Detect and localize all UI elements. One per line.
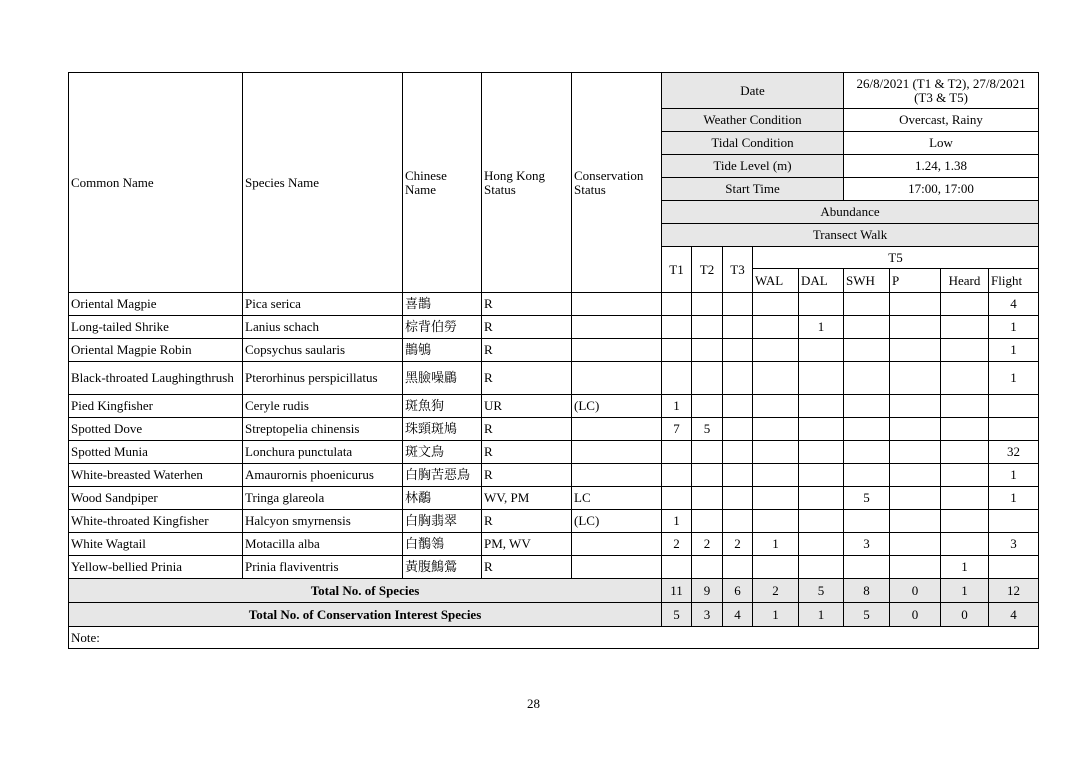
cell-wal [753,487,799,510]
cell-p [890,487,941,510]
cell-chinese: 棕背伯勞 [403,316,482,339]
cell-common: White-throated Kingfisher [69,510,243,533]
cell-t2 [692,293,723,316]
cell-t3 [723,556,753,579]
cell-swh [844,339,890,362]
cell-dal [799,293,844,316]
cell-chinese: 白胸苦惡鳥 [403,464,482,487]
cell-t3 [723,395,753,418]
cell-t2 [692,487,723,510]
cell-dal [799,556,844,579]
tidal-label: Tidal Condition [662,132,844,155]
cell-hk: R [482,339,572,362]
cell-flight: 1 [989,464,1039,487]
total-flight: 12 [989,579,1039,603]
cell-t2: 5 [692,418,723,441]
cell-cons [572,464,662,487]
cell-flight: 1 [989,316,1039,339]
header-conservation-status: Conservation Status [572,73,662,293]
table-row [69,556,1039,579]
table-row [69,487,1039,510]
cell-t1: 1 [662,395,692,418]
cell-swh [844,441,890,464]
cell-t3 [723,510,753,533]
total-heard: 0 [941,603,989,627]
cell-dal [799,339,844,362]
cell-swh [844,362,890,395]
cell-common: Spotted Munia [69,441,243,464]
cell-dal [799,395,844,418]
cell-swh [844,293,890,316]
total-flight: 4 [989,603,1039,627]
total-dal: 1 [799,603,844,627]
cell-t1 [662,362,692,395]
cell-p [890,316,941,339]
cell-t3 [723,418,753,441]
cell-p [890,418,941,441]
cell-p [890,395,941,418]
cell-cons: (LC) [572,510,662,533]
cell-p [890,556,941,579]
cell-common: Black-throated Laughingthrush [69,362,243,395]
cell-t2 [692,464,723,487]
total-wal: 1 [753,603,799,627]
header-t3: T3 [723,247,753,293]
table-row [69,510,1039,533]
total-t2: 9 [692,579,723,603]
cell-wal [753,418,799,441]
cell-heard: 1 [941,556,989,579]
transect-walk-header: Transect Walk [662,224,1039,247]
cell-t1 [662,487,692,510]
cell-species: Halcyon smyrnensis [243,510,403,533]
cell-hk: R [482,556,572,579]
cell-common: Yellow-bellied Prinia [69,556,243,579]
header-species-name: Species Name [243,73,403,293]
total-label: Total No. of Species [69,579,662,603]
header-chinese-name: Chinese Name [403,73,482,293]
table-row [69,533,1039,556]
cell-t2: 2 [692,533,723,556]
cell-species: Lanius schach [243,316,403,339]
cell-swh [844,556,890,579]
header-flight: Flight [989,269,1039,293]
table-row [69,362,1039,395]
cell-t1 [662,441,692,464]
cell-p [890,362,941,395]
cell-species: Streptopelia chinensis [243,418,403,441]
header-wal: WAL [753,269,799,293]
cell-species: Prinia flaviventris [243,556,403,579]
cell-p [890,339,941,362]
cell-chinese: 林鷸 [403,487,482,510]
cell-dal: 1 [799,316,844,339]
cell-species: Pica serica [243,293,403,316]
cell-t2 [692,510,723,533]
cell-p [890,510,941,533]
cell-common: White Wagtail [69,533,243,556]
cell-heard [941,293,989,316]
cell-t3 [723,339,753,362]
cell-t3 [723,441,753,464]
total-swh: 8 [844,579,890,603]
cell-t3 [723,464,753,487]
cell-swh [844,395,890,418]
cell-flight: 32 [989,441,1039,464]
total-conservation-row [69,603,1039,627]
cell-flight [989,510,1039,533]
cell-cons [572,339,662,362]
cell-common: Wood Sandpiper [69,487,243,510]
cell-t2 [692,316,723,339]
cell-heard [941,339,989,362]
total-species-row [69,579,1039,603]
cell-cons [572,362,662,395]
cell-swh [844,510,890,533]
cell-flight: 1 [989,362,1039,395]
cell-dal [799,533,844,556]
table-row [69,464,1039,487]
tide-level-label: Tide Level (m) [662,155,844,178]
header-dal: DAL [799,269,844,293]
date-label: Date [662,73,844,109]
cell-heard [941,418,989,441]
cell-species: Tringa glareola [243,487,403,510]
cell-wal [753,362,799,395]
cell-hk: R [482,464,572,487]
cell-flight [989,395,1039,418]
cell-swh [844,418,890,441]
cell-wal: 1 [753,533,799,556]
cell-common: Long-tailed Shrike [69,316,243,339]
cell-chinese: 斑文鳥 [403,441,482,464]
cell-flight [989,556,1039,579]
cell-wal [753,339,799,362]
cell-wal [753,293,799,316]
cell-t2 [692,441,723,464]
cell-dal [799,441,844,464]
tide-level-value: 1.24, 1.38 [844,155,1039,178]
total-label: Total No. of Conservation Interest Species [69,603,662,627]
cell-chinese: 黃腹鷦鶯 [403,556,482,579]
total-t1: 11 [662,579,692,603]
start-time-value: 17:00, 17:00 [844,178,1039,201]
cell-p [890,464,941,487]
cell-t1: 1 [662,510,692,533]
total-p: 0 [890,603,941,627]
abundance-header: Abundance [662,201,1039,224]
cell-wal [753,510,799,533]
cell-common: Oriental Magpie [69,293,243,316]
cell-flight [989,418,1039,441]
total-t3: 6 [723,579,753,603]
cell-flight: 1 [989,487,1039,510]
cell-heard [941,510,989,533]
table-row [69,441,1039,464]
total-heard: 1 [941,579,989,603]
cell-swh [844,464,890,487]
weather-value: Overcast, Rainy [844,109,1039,132]
cell-p [890,441,941,464]
total-wal: 2 [753,579,799,603]
cell-species: Pterorhinus perspicillatus [243,362,403,395]
cell-cons: LC [572,487,662,510]
cell-dal [799,464,844,487]
cell-hk: R [482,418,572,441]
cell-p [890,533,941,556]
cell-heard [941,533,989,556]
cell-cons [572,418,662,441]
cell-cons [572,316,662,339]
header-t5: T5 [753,247,1039,269]
cell-chinese: 黑臉噪鶥 [403,362,482,395]
cell-flight: 1 [989,339,1039,362]
table-row [69,293,1039,316]
total-t3: 4 [723,603,753,627]
tidal-value: Low [844,132,1039,155]
cell-cons [572,293,662,316]
cell-chinese: 鵲鴝 [403,339,482,362]
cell-swh [844,316,890,339]
cell-t3 [723,487,753,510]
total-dal: 5 [799,579,844,603]
cell-t3 [723,362,753,395]
cell-wal [753,395,799,418]
cell-hk: WV, PM [482,487,572,510]
header-hk-status: Hong Kong Status [482,73,572,293]
cell-common: White-breasted Waterhen [69,464,243,487]
cell-wal [753,441,799,464]
cell-chinese: 斑魚狗 [403,395,482,418]
cell-cons [572,533,662,556]
total-p: 0 [890,579,941,603]
cell-t1: 7 [662,418,692,441]
weather-label: Weather Condition [662,109,844,132]
page-number: 28 [527,696,540,711]
cell-t2 [692,339,723,362]
cell-species: Ceryle rudis [243,395,403,418]
cell-t2 [692,362,723,395]
header-swh: SWH [844,269,890,293]
cell-t1: 2 [662,533,692,556]
cell-heard [941,441,989,464]
cell-hk: UR [482,395,572,418]
cell-common: Pied Kingfisher [69,395,243,418]
header-p: P [890,269,941,293]
cell-t3: 2 [723,533,753,556]
cell-heard [941,464,989,487]
total-swh: 5 [844,603,890,627]
cell-hk: R [482,510,572,533]
cell-flight: 3 [989,533,1039,556]
cell-wal [753,316,799,339]
cell-chinese: 白胸翡翠 [403,510,482,533]
note-row [69,627,1039,649]
cell-heard [941,362,989,395]
header-common-name: Common Name [69,73,243,293]
cell-dal [799,487,844,510]
cell-t3 [723,316,753,339]
cell-cons [572,441,662,464]
cell-hk: R [482,441,572,464]
start-time-label: Start Time [662,178,844,201]
cell-chinese: 白鶺鴒 [403,533,482,556]
cell-t3 [723,293,753,316]
cell-species: Motacilla alba [243,533,403,556]
cell-swh: 5 [844,487,890,510]
table-row [69,395,1039,418]
cell-hk: R [482,362,572,395]
cell-heard [941,395,989,418]
cell-hk: PM, WV [482,533,572,556]
cell-chinese: 喜鵲 [403,293,482,316]
cell-wal [753,556,799,579]
note-text: Note: [69,627,1039,649]
cell-cons [572,556,662,579]
total-t2: 3 [692,603,723,627]
cell-wal [753,464,799,487]
cell-chinese: 珠頸斑鳩 [403,418,482,441]
table-row [69,339,1039,362]
table-row [69,316,1039,339]
cell-flight: 4 [989,293,1039,316]
cell-common: Spotted Dove [69,418,243,441]
header-t1: T1 [662,247,692,293]
cell-swh: 3 [844,533,890,556]
cell-heard [941,316,989,339]
cell-t1 [662,464,692,487]
cell-p [890,293,941,316]
cell-dal [799,510,844,533]
cell-t2 [692,556,723,579]
cell-t1 [662,316,692,339]
cell-t1 [662,556,692,579]
cell-dal [799,362,844,395]
table-row [69,418,1039,441]
cell-species: Lonchura punctulata [243,441,403,464]
header-t2: T2 [692,247,723,293]
cell-t1 [662,293,692,316]
cell-cons: (LC) [572,395,662,418]
cell-dal [799,418,844,441]
cell-common: Oriental Magpie Robin [69,339,243,362]
date-value: 26/8/2021 (T1 & T2), 27/8/2021 (T3 & T5) [844,73,1039,109]
header-heard: Heard [941,269,989,293]
cell-hk: R [482,316,572,339]
cell-hk: R [482,293,572,316]
cell-species: Copsychus saularis [243,339,403,362]
cell-t1 [662,339,692,362]
cell-heard [941,487,989,510]
total-t1: 5 [662,603,692,627]
cell-species: Amaurornis phoenicurus [243,464,403,487]
species-survey-table [68,72,1039,649]
cell-t2 [692,395,723,418]
